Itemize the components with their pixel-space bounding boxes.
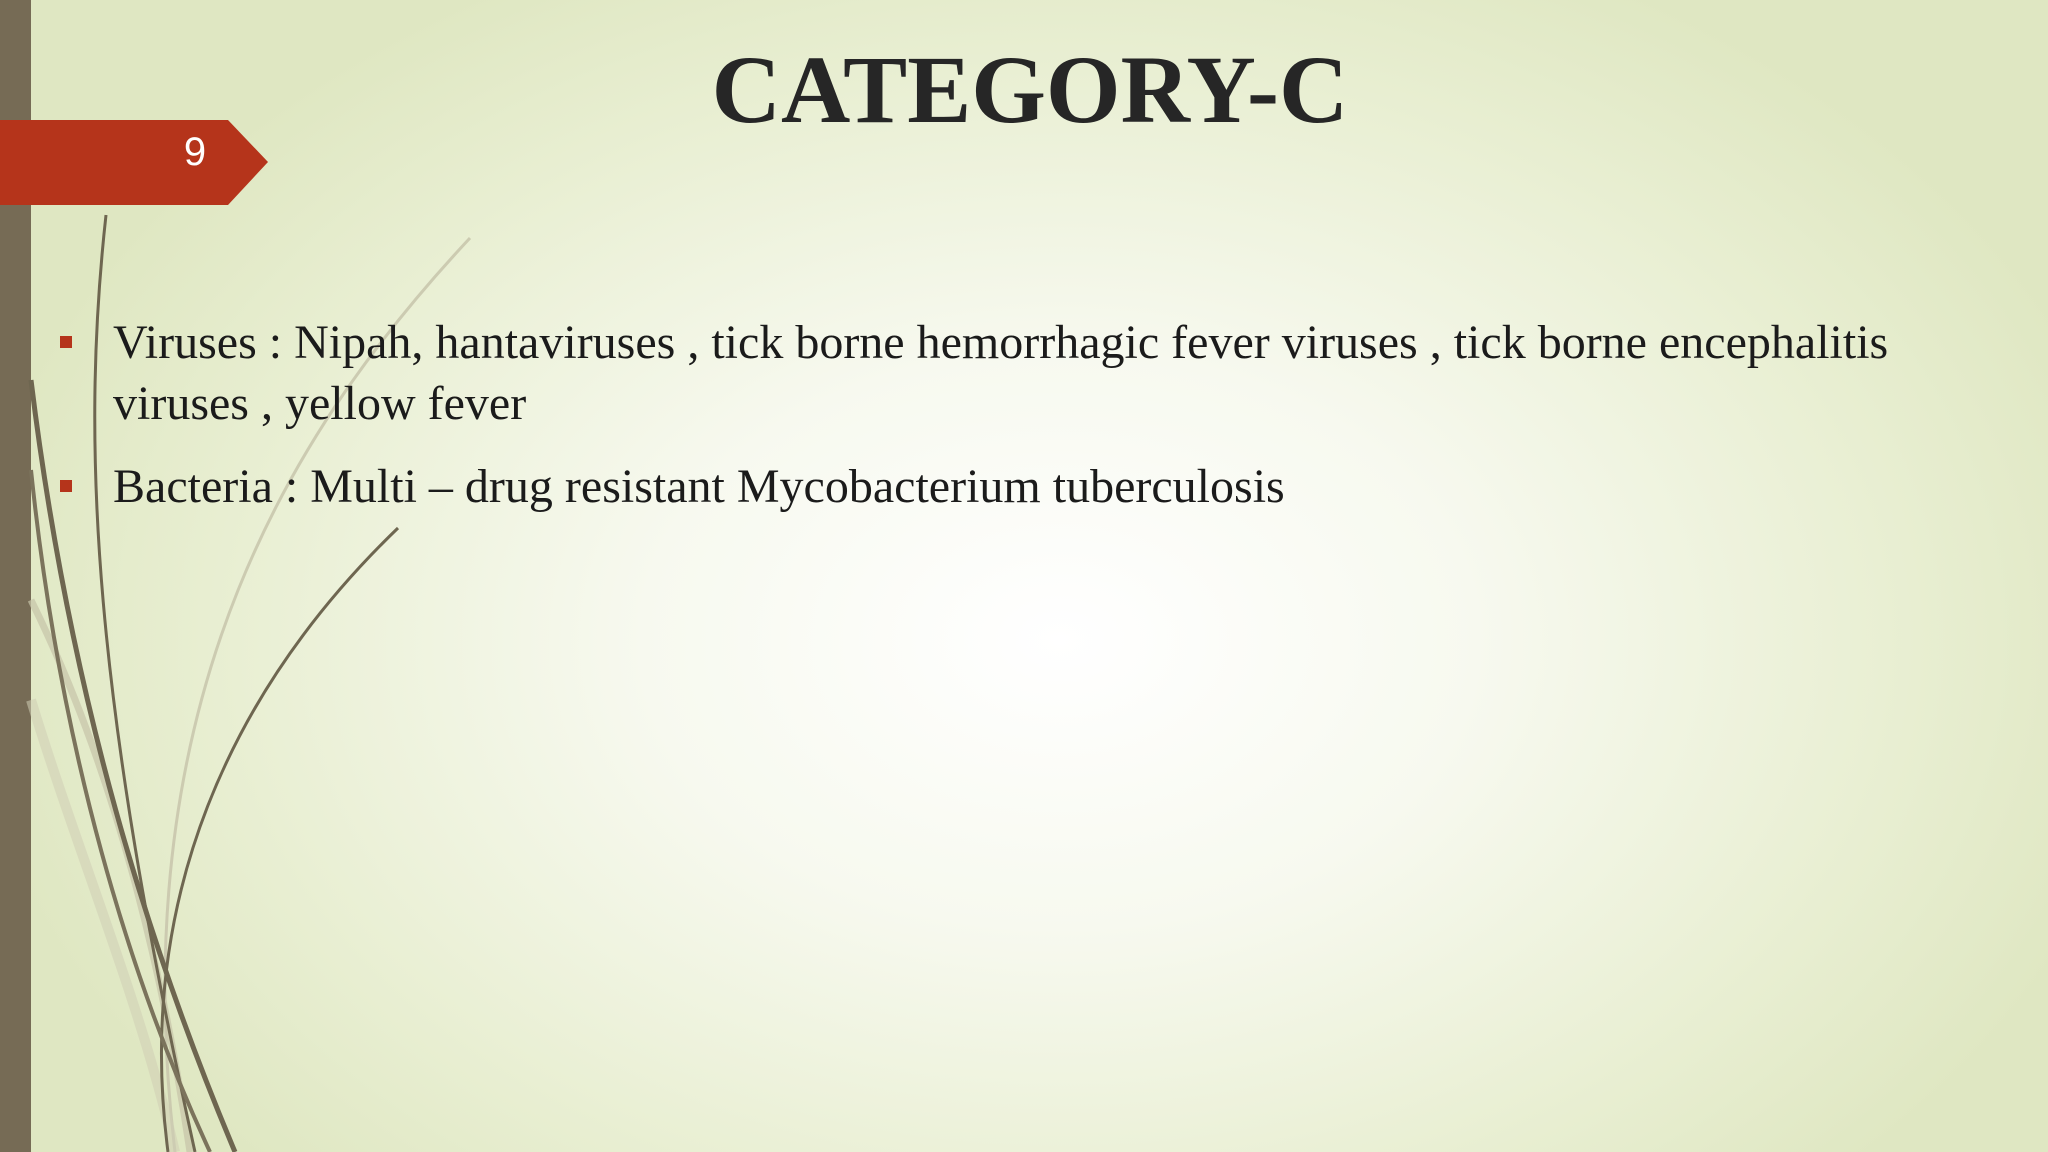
bullet-item-bacteria — [56, 456, 1896, 517]
bullet-text: Bacteria : Multi – drug resistant Mycobacterium tuberculosis — [113, 460, 1285, 513]
page-number: 9 — [183, 130, 207, 174]
curve-dark-4 — [31, 470, 210, 1152]
slide-title: CATEGORY-C — [711, 36, 1349, 143]
bullet-list — [56, 312, 1896, 539]
bullet-text: Viruses : Nipah, hantaviruses , tick borne hemorrhagic fever viruses , tick borne encephalitis viruses , yellow fever — [113, 316, 1889, 430]
bullet-item-viruses — [56, 312, 1896, 434]
bullet-square-icon — [60, 336, 72, 348]
bullet-square-icon — [60, 480, 72, 492]
